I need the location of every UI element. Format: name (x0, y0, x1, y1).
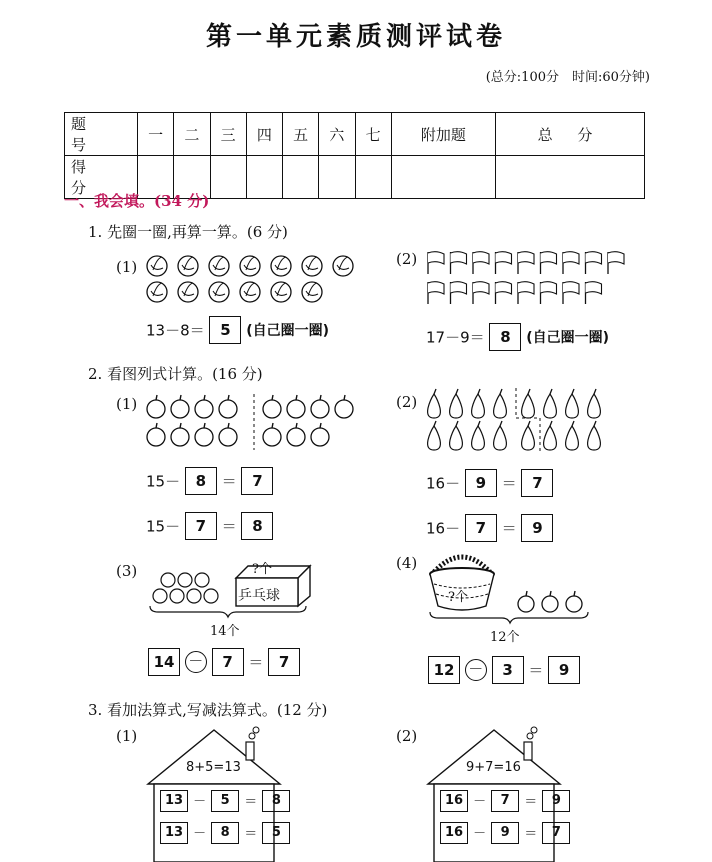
house-roof-equation: 8+5=13 (186, 760, 241, 775)
apple-icon (171, 395, 189, 418)
q1-part2-label: (2) (396, 250, 418, 268)
brace-icon (148, 604, 308, 618)
peach-icon (209, 282, 229, 302)
score-header-cell: 一 (138, 113, 174, 156)
flag-icon (496, 282, 512, 304)
equals-sign: ＝ (501, 519, 517, 538)
answer-box[interactable]: 7 (241, 467, 273, 495)
minus-sign: － (473, 794, 487, 810)
peach-icon (333, 256, 353, 276)
flag-icon (563, 282, 579, 304)
basket-question: ?个 (448, 590, 468, 605)
answer-box[interactable]: 7 (268, 648, 300, 676)
answer-box[interactable]: 8 (241, 512, 273, 540)
equals-sign: ＝ (524, 826, 538, 842)
q3-part2-label: (2) (396, 727, 418, 745)
q2-part3-label: (3) (116, 562, 138, 580)
apple-icon (219, 395, 237, 418)
score-input-cell[interactable] (319, 156, 355, 199)
q2-part1-row1 (146, 467, 273, 495)
apple-icon (171, 423, 189, 446)
q3-part1-row1 (160, 790, 290, 812)
peach-icon (209, 256, 229, 276)
answer-box[interactable]: 9 (465, 469, 497, 497)
q1-part2-expression (426, 323, 609, 351)
page-title: 第一单元素质测评试卷 (205, 22, 506, 52)
q1-part2-expr-text: 17－9＝ (426, 328, 485, 347)
box-question: ?个 (252, 562, 272, 577)
score-row-label: 得 分 (65, 156, 138, 199)
pear-icon (522, 389, 535, 418)
pear-icon (494, 389, 507, 418)
apple-icon (263, 423, 281, 446)
score-input-cell[interactable] (210, 156, 246, 199)
pear-icon (588, 421, 601, 450)
flag-icon (428, 252, 444, 274)
apple-icon (219, 423, 237, 446)
answer-box[interactable]: 13 (160, 790, 188, 812)
pingpong-ball-icon (170, 589, 184, 603)
answer-box[interactable]: 9 (548, 656, 580, 684)
pear-icon (472, 421, 485, 450)
flag-icons (426, 250, 636, 308)
answer-box[interactable]: 9 (491, 822, 519, 844)
equals-sign: ＝ (221, 517, 237, 536)
pear-icon (450, 389, 463, 418)
flag-icon (518, 282, 534, 304)
section-heading: 一、我会填。(34 分) (64, 192, 210, 210)
pear-icon (472, 389, 485, 418)
total-label: 12个 (490, 630, 520, 645)
pingpong-ball-icon (178, 573, 192, 587)
score-header-cell: 附加题 (391, 113, 495, 156)
house-roof-equation: 9+7=16 (466, 760, 521, 775)
pear-icon (494, 421, 507, 450)
apple-icon (147, 423, 165, 446)
q2-part1-row2 (146, 512, 273, 540)
score-header-cell: 四 (246, 113, 282, 156)
flag-icon (541, 252, 557, 274)
score-input-cell[interactable] (355, 156, 391, 199)
answer-box[interactable]: 9 (521, 514, 553, 542)
answer-box[interactable]: 3 (492, 656, 524, 684)
flag-icon (563, 252, 579, 274)
apple-icon (335, 395, 353, 418)
minus-sign: － (193, 794, 207, 810)
pear-icon (566, 389, 579, 418)
expr-text: 16－ (426, 519, 461, 538)
question-2-text: 2. 看图列式计算。(16 分) (88, 365, 263, 383)
answer-box[interactable]: 7 (185, 512, 217, 540)
answer-box[interactable]: 5 (262, 822, 290, 844)
apple-icon (311, 395, 329, 418)
answer-box[interactable]: 9 (542, 790, 570, 812)
q2-part3-expression (148, 648, 300, 676)
score-table-header-row (65, 113, 645, 156)
peach-icon (302, 282, 322, 302)
equals-sign: ＝ (244, 794, 258, 810)
answer-box[interactable]: 8 (185, 467, 217, 495)
score-table (64, 112, 645, 199)
apple-icon (195, 423, 213, 446)
q2-part4-label: (4) (396, 554, 418, 572)
exam-meta: (总分:100分 时间:60分钟) (485, 70, 650, 85)
flag-icon (541, 282, 557, 304)
question-3-text: 3. 看加法算式,写减法算式。(12 分) (88, 701, 328, 719)
q2-part2-row2 (426, 514, 553, 542)
pear-icons (426, 388, 616, 454)
answer-box[interactable]: 5 (211, 790, 239, 812)
flag-icon (586, 252, 602, 274)
answer-box[interactable]: 8 (489, 323, 521, 351)
peach-icon (178, 282, 198, 302)
answer-box[interactable]: 16 (440, 790, 468, 812)
pingpong-ball-icon (204, 589, 218, 603)
pingpong-ball-icon (161, 573, 175, 587)
pear-icon (428, 389, 441, 418)
score-input-cell[interactable] (246, 156, 282, 199)
q3-part1-row2 (160, 822, 290, 844)
q3-part1-label: (1) (116, 727, 138, 745)
circle-note: (自己圈一圈) (526, 330, 609, 346)
q3-part2-row2 (440, 822, 570, 844)
q3-part2-row1 (440, 790, 570, 812)
answer-box[interactable]: 7 (465, 514, 497, 542)
expr-text: 15－ (146, 472, 181, 491)
peach-icon (147, 256, 167, 276)
equals-sign: ＝ (501, 474, 517, 493)
answer-box[interactable]: 5 (209, 316, 241, 344)
equals-sign: ＝ (528, 661, 544, 680)
apple-icon (195, 395, 213, 418)
flag-icon (428, 282, 444, 304)
operator-circle[interactable]: － (185, 651, 207, 673)
q1-part1-label: (1) (116, 258, 138, 276)
score-input-cell[interactable] (495, 156, 644, 199)
peach-icon (302, 256, 322, 276)
answer-box[interactable]: 7 (491, 790, 519, 812)
q2-part2-label: (2) (396, 393, 418, 411)
score-input-cell[interactable] (283, 156, 319, 199)
q2-part1-label: (1) (116, 395, 138, 413)
expr-text: 15－ (146, 517, 181, 536)
answer-box[interactable]: 14 (148, 648, 180, 676)
score-header-cell: 三 (210, 113, 246, 156)
flag-icon (586, 282, 602, 304)
answer-box[interactable]: 16 (440, 822, 468, 844)
score-header-cell: 六 (319, 113, 355, 156)
answer-box[interactable]: 7 (212, 648, 244, 676)
flag-icon (608, 252, 624, 274)
flag-icon (473, 282, 489, 304)
apple-icon (566, 591, 582, 612)
answer-box[interactable]: 12 (428, 656, 460, 684)
total-label: 14个 (210, 624, 240, 639)
minus-sign: － (193, 826, 207, 842)
question-1-text: 1. 先圈一圈,再算一算。(6 分) (88, 223, 288, 241)
peach-icon (271, 256, 291, 276)
apple-icon (311, 423, 329, 446)
circle-note: (自己圈一圈) (246, 323, 329, 339)
apple-icons (146, 394, 366, 450)
score-header-cell: 七 (355, 113, 391, 156)
flag-icon (518, 252, 534, 274)
score-header-cell: 总 分 (495, 113, 644, 156)
pear-icon (544, 421, 557, 450)
answer-box[interactable]: 7 (542, 822, 570, 844)
equals-sign: ＝ (221, 472, 237, 491)
flag-icon (496, 252, 512, 274)
peach-icons (146, 254, 361, 306)
peach-icon (240, 282, 260, 302)
pear-icon (428, 421, 441, 450)
equals-sign: ＝ (248, 653, 264, 672)
pear-icon (450, 421, 463, 450)
score-header-cell: 二 (174, 113, 210, 156)
peach-icon (178, 256, 198, 276)
score-input-cell[interactable] (391, 156, 495, 199)
pingpong-ball-icon (187, 589, 201, 603)
score-header-cell: 五 (283, 113, 319, 156)
apple-icon (147, 395, 165, 418)
flag-icon (451, 282, 467, 304)
apple-icon (518, 591, 534, 612)
apple-icon (542, 591, 558, 612)
box-label: 乒乓球 (238, 588, 280, 604)
peach-icon (271, 282, 291, 302)
q2-part2-row1 (426, 469, 553, 497)
equals-sign: ＝ (524, 794, 538, 810)
equals-sign: ＝ (244, 826, 258, 842)
peach-icon (240, 256, 260, 276)
minus-sign: － (473, 826, 487, 842)
q2-part4-expression (428, 656, 580, 684)
flag-icon (473, 252, 489, 274)
pingpong-ball-icon (195, 573, 209, 587)
operator-circle[interactable]: － (465, 659, 487, 681)
expr-text: 16－ (426, 474, 461, 493)
answer-box[interactable]: 13 (160, 822, 188, 844)
flag-icon (451, 252, 467, 274)
answer-box[interactable]: 7 (521, 469, 553, 497)
score-header-cell: 题 号 (65, 113, 138, 156)
answer-box[interactable]: 8 (211, 822, 239, 844)
answer-box[interactable]: 8 (262, 790, 290, 812)
q1-part1-expression (146, 316, 329, 344)
pear-icon (566, 421, 579, 450)
peach-icon (147, 282, 167, 302)
pear-icon (522, 421, 535, 450)
q1-part1-expr-text: 13－8＝ (146, 321, 205, 340)
pear-icon (544, 389, 557, 418)
pear-icon (588, 389, 601, 418)
apple-icon (263, 395, 281, 418)
apple-icon (287, 395, 305, 418)
apple-icon (287, 423, 305, 446)
pingpong-ball-icon (153, 589, 167, 603)
